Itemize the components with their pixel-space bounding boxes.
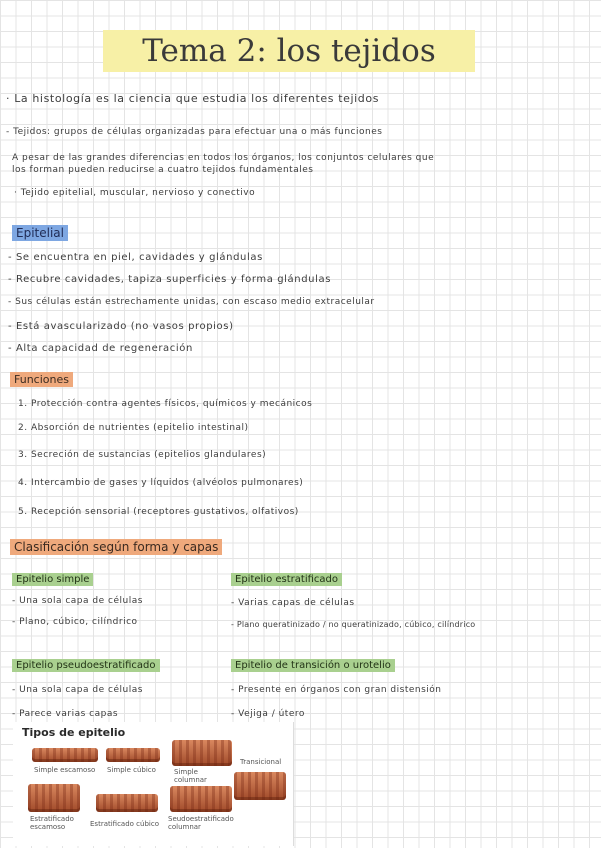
epitelial-item: - Alta capacidad de regeneración (8, 343, 193, 354)
label-seudoestratificado-2: columnar (168, 823, 201, 831)
transitional-tissue-image (234, 772, 286, 800)
figure-title: Tipos de epitelio (22, 726, 126, 739)
epitelial-item: - Está avascularizado (no vasos propios) (8, 321, 234, 332)
simple-item: - Plano, cúbico, cilíndrico (12, 617, 138, 627)
intro-tejidos: - Tejidos: grupos de células organizadas para efectuar una o más funciones (6, 127, 383, 137)
transicion-item: - Vejiga / útero (231, 709, 305, 719)
label-simple-escamoso: Simple escamoso (34, 766, 96, 774)
label-estratificado-escamoso-2: escamoso (30, 823, 66, 831)
page-title: Tema 2: los tejidos (103, 30, 475, 72)
transicion-item: - Presente en órganos con gran distensión (231, 685, 442, 695)
label-seudoestratificado-1: Seudoestratificado (168, 815, 234, 823)
funciones-item: 4. Intercambio de gases y líquidos (alvéolos pulmonares) (18, 478, 304, 488)
intro-histologia: · La histología es la ciencia que estudia los diferentes tejidos (6, 92, 380, 105)
simple-cuboidal-tissue-image (106, 748, 160, 762)
stratified-cuboidal-tissue-image (96, 794, 158, 812)
funciones-item: 3. Secreción de sustancias (epitelios glandulares) (18, 450, 267, 460)
funciones-item: 2. Absorción de nutrientes (epitelio intestinal) (18, 423, 249, 433)
pseudostratified-tissue-image (170, 786, 232, 812)
label-estratificado-cubico: Estratificado cúbico (90, 820, 159, 828)
label-transicional: Transicional (240, 758, 282, 766)
transicion-heading: Epitelio de transición o urotelio (231, 659, 395, 672)
funciones-heading: Funciones (10, 372, 73, 387)
estratificado-heading: Epitelio estratificado (231, 573, 342, 586)
pseudo-item: - Una sola capa de células (12, 685, 143, 695)
simple-heading: Epitelio simple (12, 573, 93, 586)
epitelial-item: - Sus células están estrechamente unidas, con escaso medio extracelular (8, 297, 375, 307)
label-simple-columnar-2: columnar (174, 776, 207, 784)
intro-tipos: · Tejido epitelial, muscular, nervioso y conectivo (14, 188, 256, 198)
pseudo-heading: Epitelio pseudoestratificado (12, 659, 160, 672)
funciones-item: 1. Protección contra agentes físicos, químicos y mecánicos (18, 399, 313, 409)
simple-item: - Una sola capa de células (12, 596, 143, 606)
simple-squamous-tissue-image (32, 748, 98, 762)
intro-pesar-line2: los forman pueden reducirse a cuatro tejidos fundamentales (12, 165, 314, 175)
epitelial-heading: Epitelial (12, 225, 68, 241)
intro-pesar-line1: A pesar de las grandes diferencias en todos los órganos, los conjuntos celulares que (12, 153, 435, 163)
simple-columnar-tissue-image (172, 740, 232, 766)
label-estratificado-escamoso-1: Estratificado (30, 815, 74, 823)
epitelial-item: - Se encuentra en piel, cavidades y glándulas (8, 252, 263, 263)
estratificado-item: - Plano queratinizado / no queratinizado, cúbico, cilíndrico (231, 620, 476, 629)
epitelial-item: - Recubre cavidades, tapiza superficies y forma glándulas (8, 274, 332, 285)
estratificado-item: - Varias capas de células (231, 598, 355, 608)
funciones-item: 5. Recepción sensorial (receptores gustativos, olfativos) (18, 507, 299, 517)
pseudo-item: - Parece varias capas (12, 709, 119, 719)
clasificacion-heading: Clasificación según forma y capas (10, 539, 222, 555)
label-simple-cubico: Simple cúbico (107, 766, 156, 774)
label-simple-columnar-1: Simple (174, 768, 198, 776)
stratified-squamous-tissue-image (28, 784, 80, 812)
